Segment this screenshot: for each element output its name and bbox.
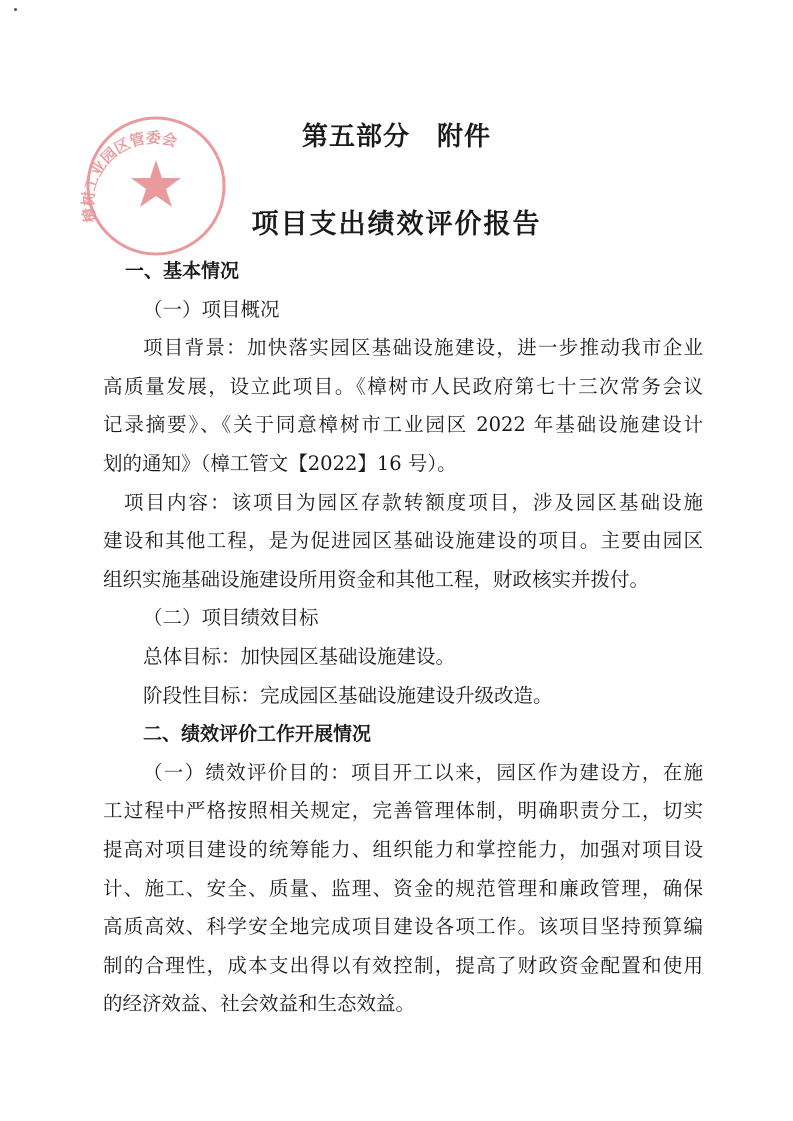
paragraph-line: 高质高效、科学安全地完成项目建设各项工作。该项目坚持预算编 <box>103 915 703 939</box>
section-heading-evaluation-work: 二、绩效评价工作开展情况 <box>143 723 372 746</box>
paragraph-line: 建设和其他工程，是为促进园区基础设施建设的项目。主要由园区 <box>103 529 703 553</box>
paragraph-line: 项目内容：该项目为园区存款转额度项目，涉及园区基础设施 <box>124 490 703 514</box>
document-body <box>103 252 703 1024</box>
section-heading-basic-info: 一、基本情况 <box>125 260 240 282</box>
subsection-heading-project-overview: （一）项目概况 <box>143 297 280 321</box>
paragraph-line: （一）绩效评价目的：项目开工以来，园区作为建设方，在施 <box>143 760 703 784</box>
paragraph-line: 划的通知》（樟工管文【2022】16 号）。 <box>103 451 457 475</box>
goal-total: 总体目标：加快园区基础设施建设。 <box>143 644 456 668</box>
goal-stage: 阶段性目标：完成园区基础设施建设升级改造。 <box>143 683 553 707</box>
paragraph-line: 工过程中严格按照相关规定，完善管理体制，明确职责分工，切实 <box>103 799 703 823</box>
scan-speck <box>14 8 17 11</box>
paragraph-line: 制的合理性，成本支出得以有效控制，提高了财政资金配置和使用 <box>103 953 703 977</box>
paragraph-line: 计、施工、安全、质量、监理、资金的规范管理和廉政管理，确保 <box>103 876 703 900</box>
svg-text:樟树工业园区管委会: 樟树工业园区管委会 <box>79 129 179 225</box>
paragraph-line: 的经济效益、社会效益和生态效益。 <box>103 992 416 1016</box>
document-title: 项目支出绩效评价报告 <box>251 209 542 240</box>
paragraph-line: 项目背景：加快落实园区基础设施建设，进一步推动我市企业 <box>143 336 703 360</box>
paragraph-line: 组织实施基础设施建设所用资金和其他工程，财政核实并拨付。 <box>103 567 650 591</box>
paragraph-line: 记录摘要》、《关于同意樟树市工业园区 2022 年基础设施建设计 <box>103 413 703 437</box>
paragraph-line: 高质量发展，设立此项目。《樟树市人民政府第七十三次常务会议 <box>103 374 703 398</box>
paragraph-line: 提高对项目建设的统筹能力、组织能力和掌控能力，加强对项目设 <box>103 837 703 861</box>
subsection-heading-performance-goals: （二）项目绩效目标 <box>143 606 319 630</box>
part-title: 第五部分 附件 <box>301 122 491 152</box>
